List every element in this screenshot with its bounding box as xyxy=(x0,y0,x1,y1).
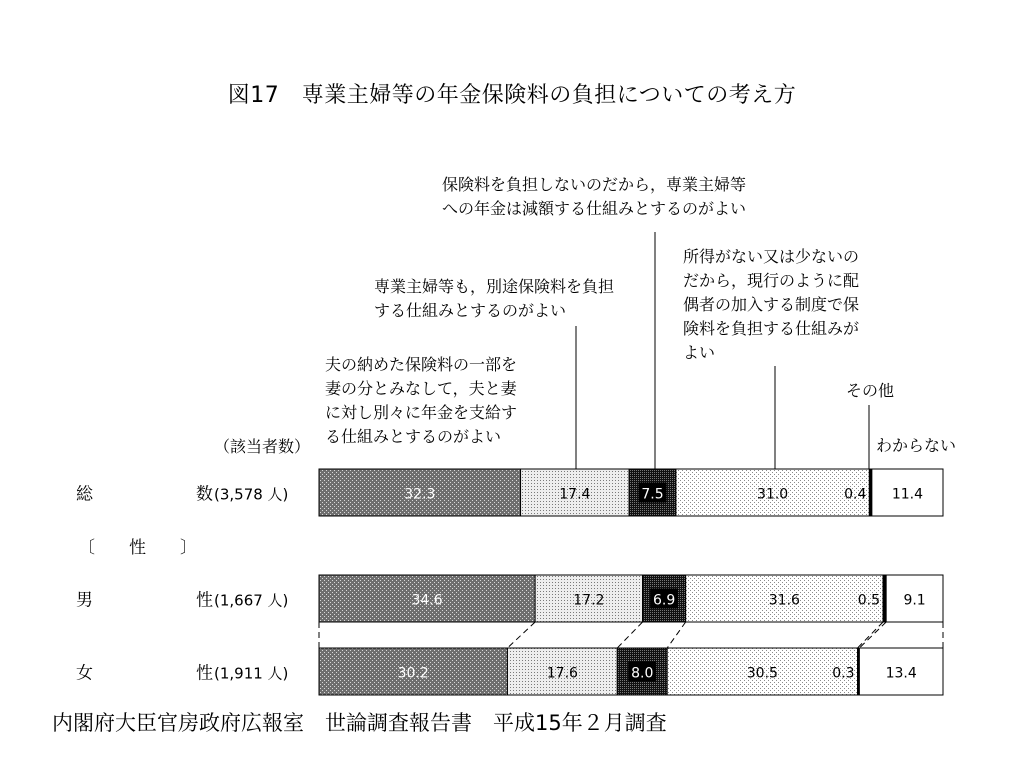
category-label: への年金は減額する仕組みとするのがよい xyxy=(442,199,747,218)
data-label: 8.0 xyxy=(631,665,654,682)
connector-line xyxy=(667,622,685,648)
respondents-header: （該当者数） xyxy=(214,437,311,456)
category-label: 専業主婦等も，別途保険料を負担 xyxy=(374,277,615,296)
connector-line xyxy=(859,622,886,648)
respondent-count: (3,578 人) xyxy=(214,485,289,504)
row-label: 女 xyxy=(76,663,93,684)
data-label: 30.2 xyxy=(397,665,429,682)
data-label: 31.0 xyxy=(757,486,789,503)
data-label: 0.5 xyxy=(857,592,881,609)
category-annotation xyxy=(846,381,894,469)
category-annotation xyxy=(683,247,859,469)
data-label: 11.4 xyxy=(891,486,924,503)
row-label: 男 xyxy=(76,590,93,611)
category-annotation xyxy=(876,436,956,455)
chart-title: 図17 専業主婦等の年金保険料の負担についての考え方 xyxy=(227,83,797,108)
category-label: 所得がない又は少ないの xyxy=(683,247,860,266)
category-label: する仕組みとするのがよい xyxy=(374,301,567,320)
respondent-count: (1,667 人) xyxy=(214,591,289,610)
row-label: 性 xyxy=(196,663,213,684)
row-label: 総 xyxy=(76,484,93,505)
category-label: だから，現行のように配 xyxy=(683,271,860,290)
category-label: る仕組みとするのがよい xyxy=(325,427,502,446)
row-label: 数 xyxy=(196,484,213,505)
category-label: 妻の分とみなして，夫と妻 xyxy=(325,379,517,398)
row-label: 性 xyxy=(196,590,213,611)
bar-row xyxy=(76,575,943,622)
data-label: 9.1 xyxy=(903,592,926,609)
category-label: わからない xyxy=(876,436,957,455)
category-label: 保険料を負担しないのだから，専業主婦等 xyxy=(442,175,747,194)
category-label: その他 xyxy=(846,381,895,400)
group-label: 〔 性 〕 xyxy=(78,538,197,558)
data-label: 0.4 xyxy=(844,486,867,503)
connector-line xyxy=(858,622,884,648)
connector-line xyxy=(507,622,535,648)
respondent-count: (1,911 人) xyxy=(214,664,289,683)
category-label: 偶者の加入する制度で保 xyxy=(683,295,860,314)
category-label: よい xyxy=(683,343,716,362)
data-label: 30.5 xyxy=(746,665,778,682)
data-label: 7.5 xyxy=(641,486,664,503)
category-label: 夫の納めた保険料の一部を xyxy=(325,355,518,374)
category-label: に対し別々に年金を支給す xyxy=(325,403,518,422)
source-footer: 内閣府大臣官房政府広報室 世論調査報告書 平成15年２月調査 xyxy=(52,711,667,735)
data-label: 32.3 xyxy=(404,486,436,503)
data-label: 17.4 xyxy=(559,486,591,503)
connector-line xyxy=(617,622,642,648)
data-label: 13.4 xyxy=(885,665,917,682)
data-label: 17.6 xyxy=(546,665,578,682)
data-label: 6.9 xyxy=(652,592,676,609)
bar-row xyxy=(76,648,943,695)
bar-row xyxy=(76,469,943,516)
data-label: 0.3 xyxy=(832,665,855,682)
category-label: 険料を負担する仕組みが xyxy=(683,319,860,338)
data-label: 17.2 xyxy=(573,592,605,609)
data-label: 31.6 xyxy=(768,592,800,609)
data-label: 34.6 xyxy=(411,592,443,609)
category-annotation xyxy=(325,355,518,446)
